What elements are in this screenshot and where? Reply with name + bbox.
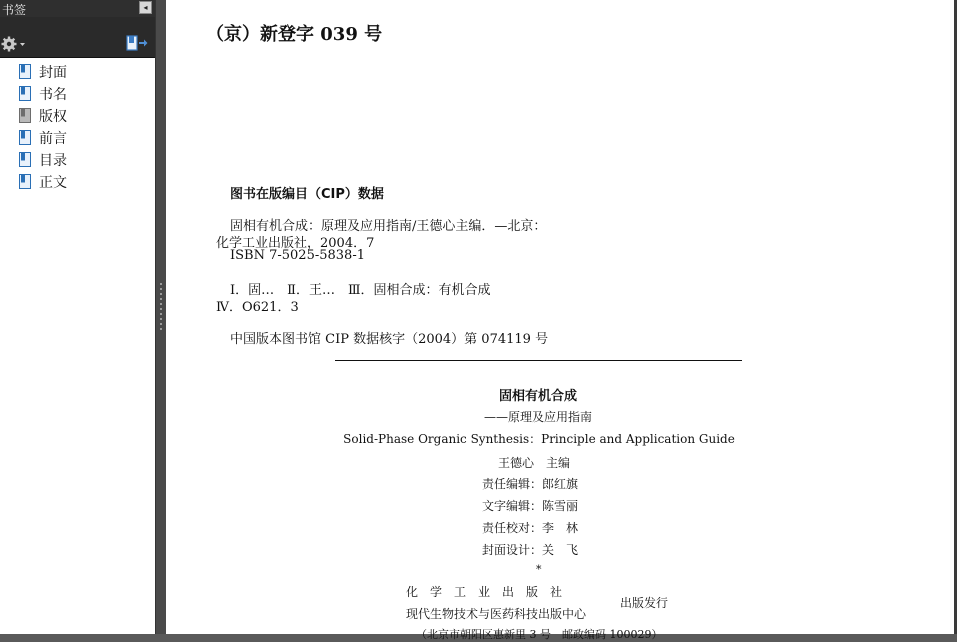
bookmarks-toolbar [0,17,155,58]
editor-line: 王德心 主编 [498,456,571,470]
bookmark-label: 书名 [39,87,67,103]
english-title: Solid-Phase Organic Synthesis：Principle and Application Guide [343,432,735,446]
cip-verify-line: 中国版本图书馆 CIP 数据核字（2004）第 074119 号 [230,332,549,347]
cip-line: ISBN 7-5025-5838-1 [230,248,365,263]
text-editor-line: 文字编辑：陈雪丽 [482,499,579,513]
bookmark-icon [19,108,31,123]
bookmarks-panel-header [0,0,155,17]
bookmark-item-contents[interactable] [0,148,150,168]
bookmarks-panel-title: 书签 [2,3,27,17]
cover-design-line: 封面设计：关 飞 [482,543,579,557]
panel-splitter[interactable] [155,0,166,634]
cip-line: Ⅰ．固… Ⅱ．王… Ⅲ．固相合成：有机合成 [230,283,491,298]
publish-issue-label: 出版发行 [620,596,669,610]
bookmark-icon [19,130,31,145]
book-subtitle: ——原理及应用指南 [483,410,593,424]
book-title: 固相有机合成 [498,389,578,404]
bookmark-item-cover[interactable] [0,60,150,80]
publisher-name: 化 学 工 业 出 版 社 [406,585,563,599]
bookmark-label: 前言 [39,131,67,147]
options-button[interactable] [1,36,27,52]
responsible-editor-line: 责任编辑：郎红旗 [482,477,579,491]
collapse-panel-button[interactable]: ◂ [139,1,152,14]
registration-number: （京）新登字 039 号 [206,24,383,45]
bookmarks-panel [0,0,155,634]
bookmark-icon [19,152,31,167]
bookmark-icon [19,86,31,101]
cip-heading: 图书在版编目（CIP）数据 [230,187,384,202]
separator-rule [335,360,742,361]
cip-line: 固相有机合成：原理及应用指南/王德心主编．—北京： [230,219,547,234]
publisher-address: （北京市朝阳区惠新里 3 号 邮政编码 100029） [416,628,663,641]
cip-line: Ⅳ．O621．3 [216,300,299,315]
splitter-grip[interactable] [159,283,163,333]
separator-star: * [536,563,542,576]
bookmark-label: 目录 [39,153,67,169]
cip-line: 化学工业出版社，2004．7 [216,236,375,251]
bookmark-label: 正文 [39,175,67,191]
gear-icon [1,36,27,52]
new-bookmark-button[interactable] [126,34,148,52]
bookmark-item-body[interactable] [0,170,150,190]
document-page [166,0,954,641]
new-bookmark-icon [126,34,148,52]
bookmark-item-preface[interactable] [0,126,150,146]
bookmark-item-title[interactable] [0,82,150,102]
bookmark-label: 版权 [39,109,67,125]
proofreader-line: 责任校对：李 林 [482,521,579,535]
bookmark-icon [19,174,31,189]
bookmark-item-copyright[interactable] [0,104,150,124]
bookmark-label: 封面 [39,65,67,81]
bookmark-icon [19,64,31,79]
publisher-center: 现代生物技术与医药科技出版中心 [406,607,587,621]
